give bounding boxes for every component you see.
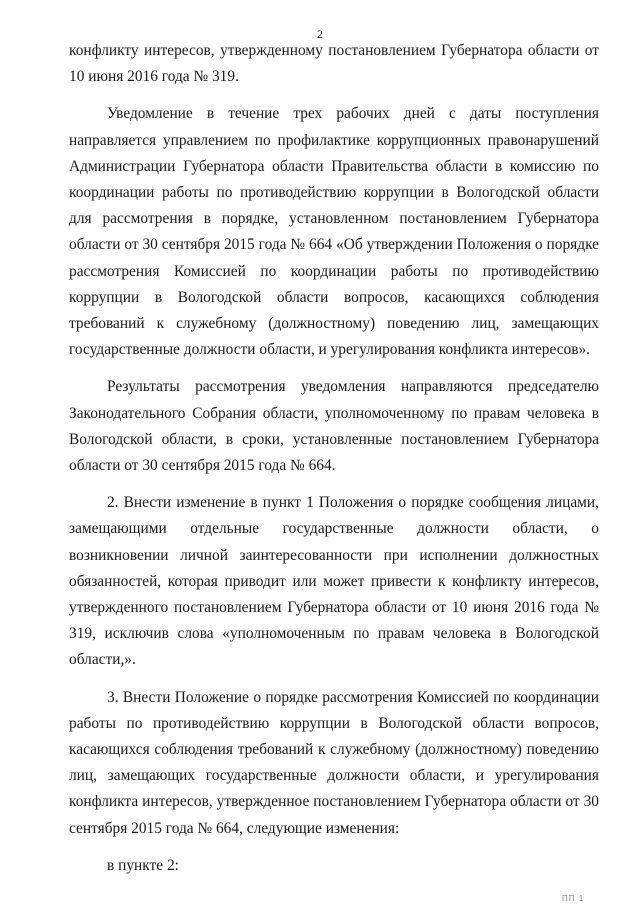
- paragraph-item-2: 2. Внести изменение в пункт 1 Положения о порядке сообщения лицами, замещающими отдельные государственные должности области, о возникновении личной заинтересованности при исполнении должностных обязанностей, которая приводит или может привести к конфликту интересов, утвержденного постановлением Губернатора области от 10 июня 2016 года № 319, исключив слова «уполномоченным по правам человека в Вологодской области,».: [69, 494, 599, 669]
- footer-mark: ПП 1: [562, 894, 585, 903]
- page-number: 2: [317, 27, 323, 41]
- document-body: [69, 38, 599, 879]
- paragraph-item-3: 3. Внести Положение о порядке рассмотрения Комиссией по координации работы по противодействию коррупции в Вологодской области вопросов, касающихся соблюдения требований к служебному (должностному) поведению лиц, замещающих государственные должности области, и урегулирования конфликта интересов, утвержденное постановлением Губернатора области от 30 сентября 2015 года № 664, следующие изменения:: [69, 688, 599, 837]
- paragraph-notification: Уведомление в течение трех рабочих дней с даты поступления направляется управлением по профилактике коррупционных правонарушений Администрации Губернатора области Правительства области в комиссию по координации работы по противодействию коррупции в Вологодской области для рассмотрения в порядке, установленном постановлением Губернатора области от 30 сентября 2015 года № 664 «Об утверждении Положения о порядке рассмотрения Комиссией по координации работы по противодействию коррупции в Вологодской области вопросов, касающихся соблюдения требований к служебному (должностному) поведению лиц, замещающих государственные должности области, и урегулирования конфликта интересов».: [69, 105, 599, 359]
- paragraph-results: Результаты рассмотрения уведомления направляются председателю Законодательного Собрания области, уполномоченному по правам человека в Вологодской области, в сроки, установленные постановлением Губернатора области от 30 сентября 2015 года № 664.: [69, 378, 599, 475]
- paragraph-point-2: в пункте 2:: [107, 856, 179, 874]
- paragraph-continuation: конфликту интересов, утвержденному постановлением Губернатора области от 10 июня 2016 года № 319.: [69, 42, 599, 86]
